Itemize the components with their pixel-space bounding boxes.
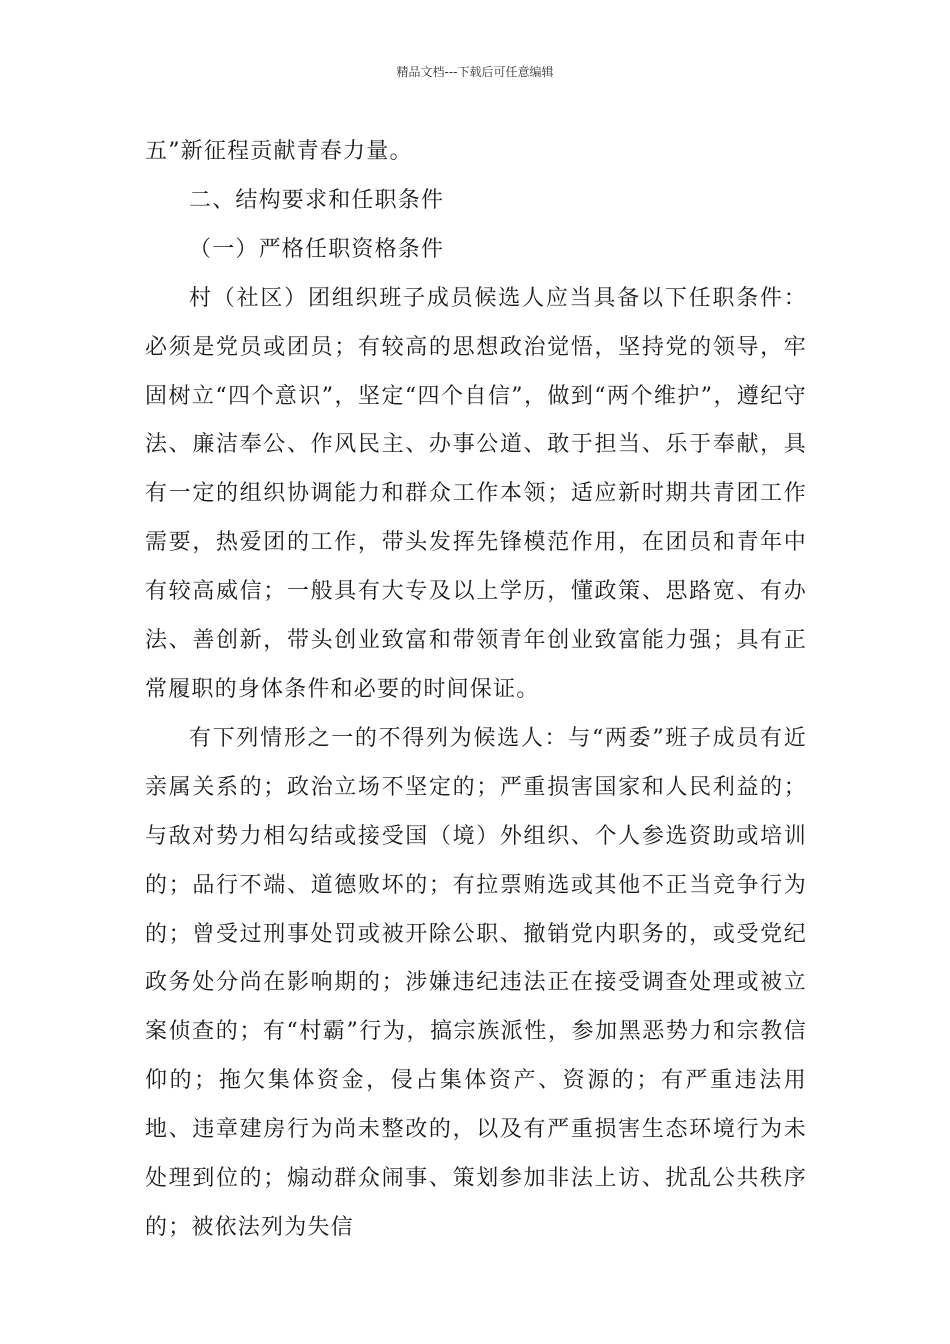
document-body (145, 128, 807, 1253)
section-heading: 二、结构要求和任职条件 (189, 187, 445, 213)
paragraph-disqualifications: 有下列情形之一的不得列为候选人：与“两委”班子成员有近亲属关系的；政治立场不坚定的；严重损害国家和人民利益的；与敌对势力相勾结或接受国（境）外组织、个人参选资助或培训的；品行不端、道德败坏的；有拉票贿选或其他不正当竞争行为的；曾受过刑事处罚或被开除公职、撤销党内职务的，或受党纪政务处分尚在影响期的；涉嫌违纪违法正在接受调查处理或被立案侦查的；有“村霸”行为，搞宗族派性，参加黑恶势力和宗教信仰的；拖欠集体资金，侵占集体资产、资源的；有严重违法用地、违章建房行为尚未整改的，以及有严重损害生态环境行为未处理到位的；煽动群众闹事、策划参加非法上访、扰乱公共秩序的；被依法列为失信 (145, 725, 807, 1240)
paragraph-qualifications: 村（社区）团组织班子成员候选人应当具备以下任职条件：必须是党员或团员；有较高的思想政治觉悟，坚持党的领导，牢固树立“四个意识”，坚定“四个自信”，做到“两个维护”，遵纪守法、廉洁奉公、作风民主、办事公道、敢于担当、乐于奉献，具有一定的组织协调能力和群众工作本领；适应新时期共青团工作需要，热爱团的工作，带头发挥先锋模范作用，在团员和青年中有较高威信；一般具有大专及以上学历，懂政策、思路宽、有办法、善创新，带头创业致富和带领青年创业致富能力强；具有正常履职的身体条件和必要的时间保证。 (145, 285, 807, 702)
subsection-heading: （一）严格任职资格条件 (189, 236, 445, 262)
paragraph-continuation: 五”新征程贡献青春力量。 (145, 139, 413, 164)
page-header: 精品文档---下载后可任意编辑 (396, 65, 554, 79)
